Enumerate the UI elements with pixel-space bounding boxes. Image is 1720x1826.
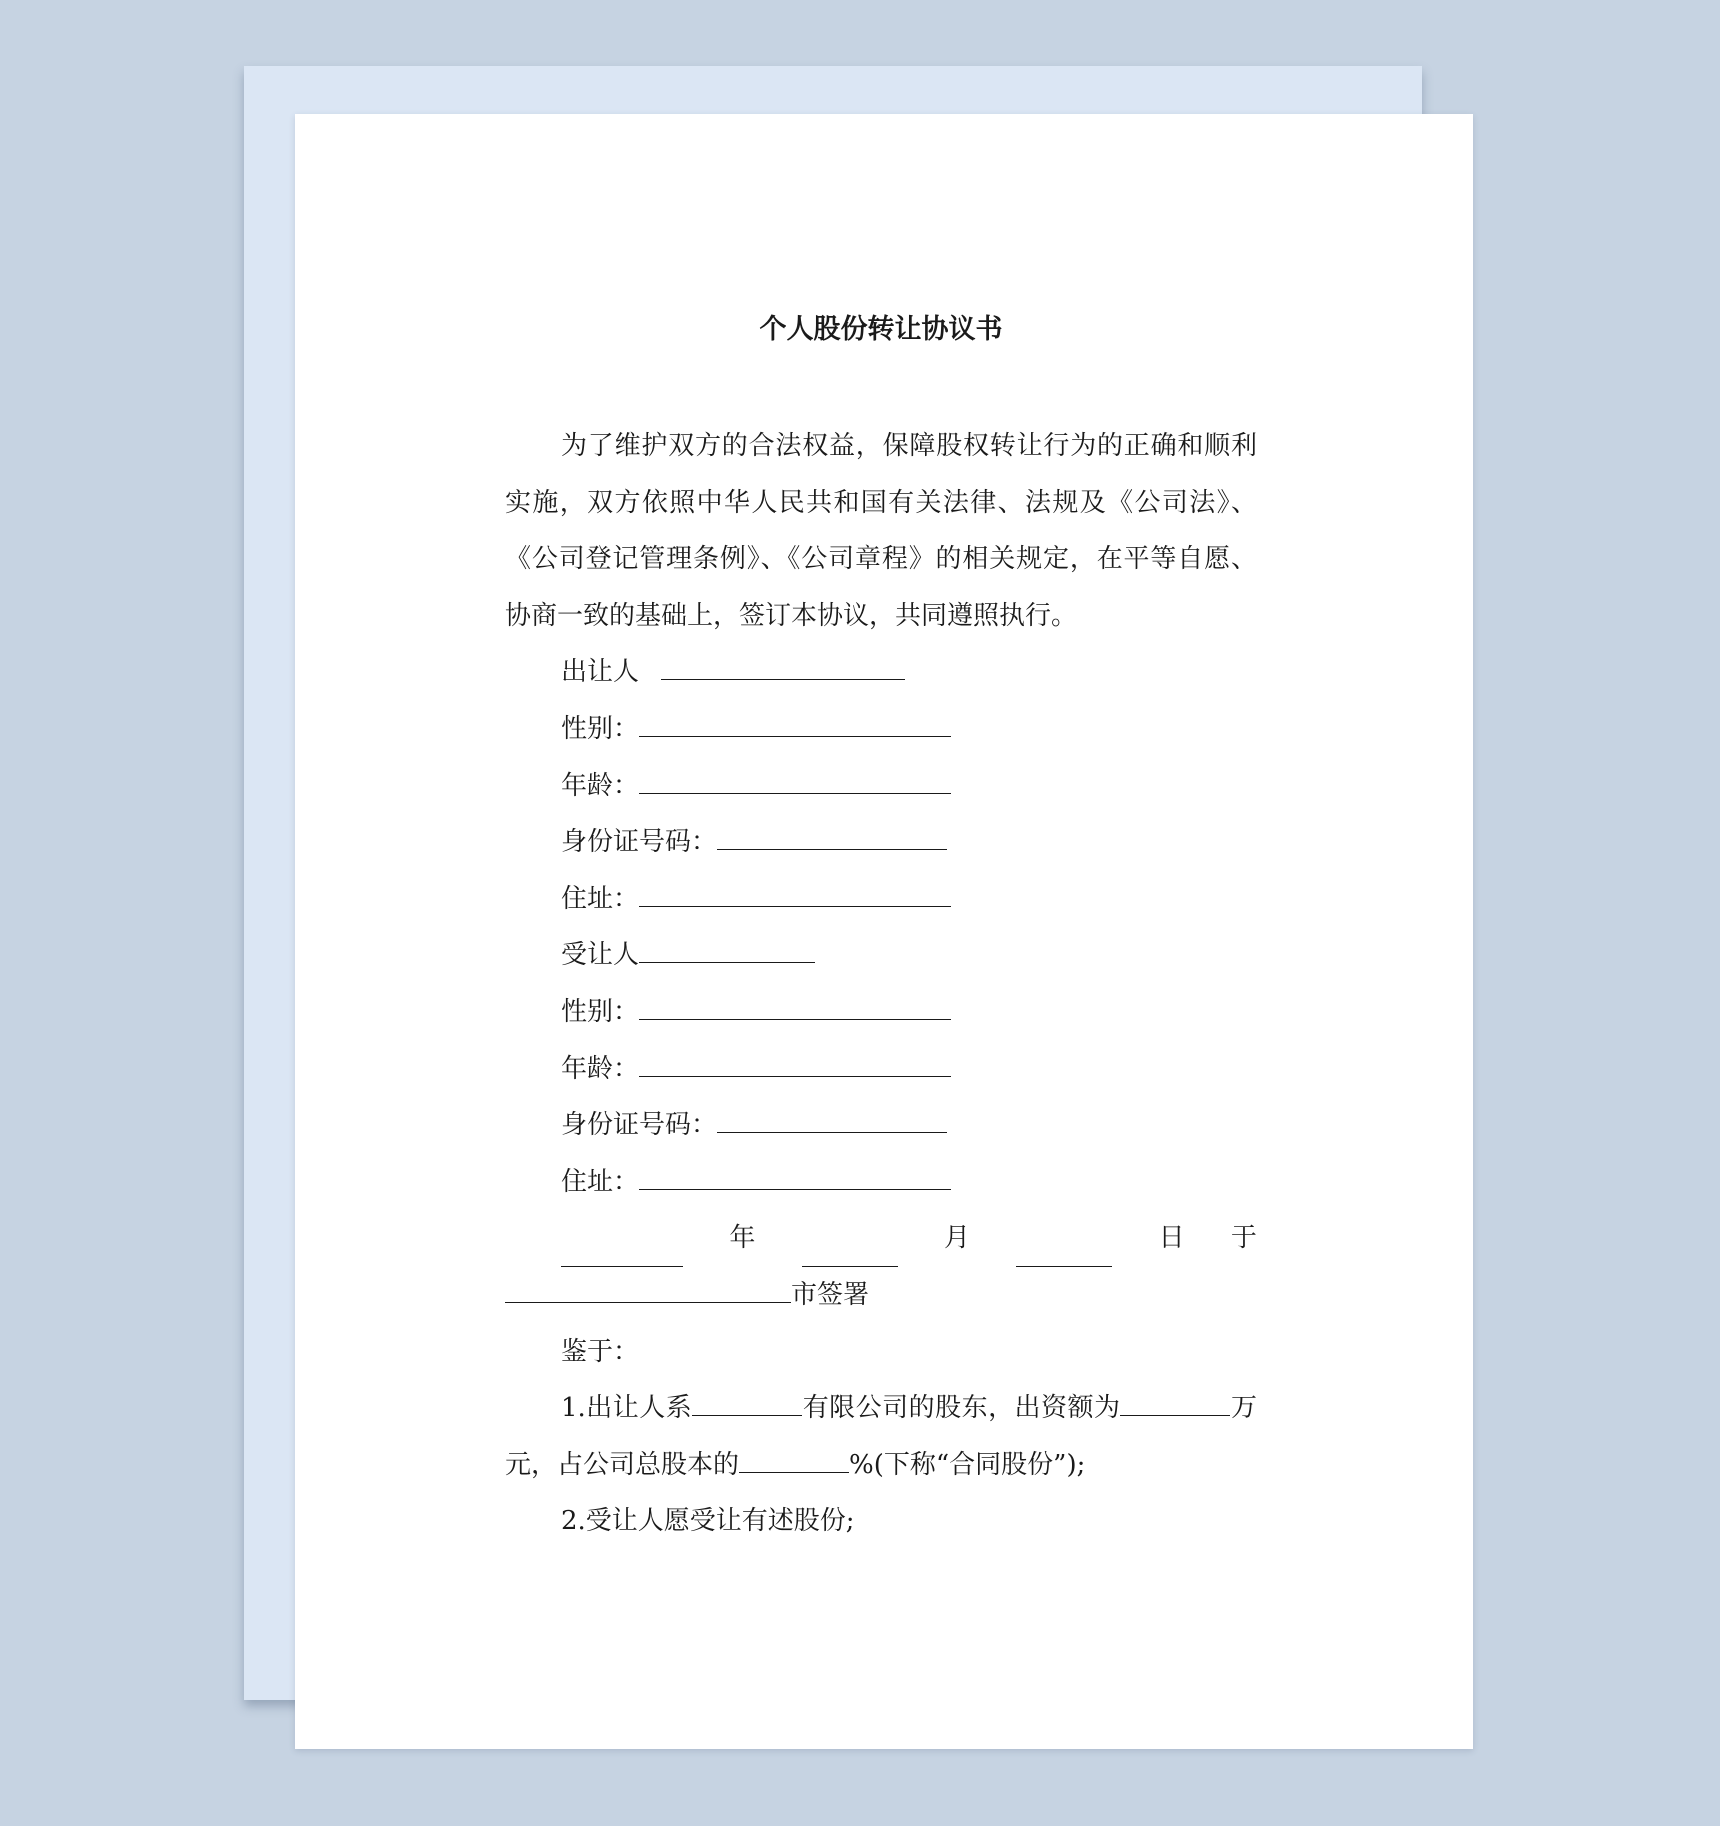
transferor-name-line bbox=[505, 644, 1257, 701]
clause-1-part3: 万 bbox=[1230, 1393, 1257, 1424]
transferee-address-line bbox=[505, 1154, 1257, 1211]
at-label: 于 bbox=[1230, 1223, 1257, 1254]
transferor-age-blank[interactable] bbox=[639, 763, 951, 794]
transferor-age-label: 年龄： bbox=[561, 770, 640, 801]
transferee-id-blank[interactable] bbox=[717, 1102, 947, 1133]
clause-1-part4: 元，占公司总股本的 bbox=[505, 1449, 740, 1480]
intro-paragraph: 为了维护双方的合法权益，保障股权转让行为的正确和顺利实施，双方依照中华人民共和国有关法律、法规及《公司法》、《公司登记管理条例》、《公司章程》的相关规定，在平等自愿、协商一致的基础上，签订本协议，共同遵照执行。 bbox=[505, 431, 1257, 631]
transferee-gender-line bbox=[505, 984, 1257, 1041]
transferor-age-line bbox=[505, 758, 1257, 815]
transferee-name-line bbox=[505, 927, 1257, 984]
transferee-address-blank[interactable] bbox=[639, 1159, 951, 1190]
whereas-line: 鉴于： bbox=[561, 1336, 640, 1367]
day-blank[interactable] bbox=[1016, 1236, 1112, 1267]
transferee-address-label: 住址： bbox=[561, 1166, 640, 1197]
transferee-gender-label: 性别： bbox=[561, 996, 640, 1027]
transferee-name-blank[interactable] bbox=[639, 932, 815, 963]
year-label: 年 bbox=[729, 1223, 756, 1254]
clause-1-part5: %(下称“合同股份”); bbox=[849, 1449, 1086, 1480]
city-signed-label: 市签署 bbox=[791, 1279, 870, 1310]
day-label: 日 bbox=[1158, 1223, 1185, 1254]
clause-1 bbox=[505, 1380, 1257, 1493]
transferee-id-label: 身份证号码： bbox=[561, 1110, 718, 1141]
capital-amount-blank[interactable] bbox=[1120, 1385, 1230, 1416]
transferee-age-label: 年龄： bbox=[561, 1053, 640, 1084]
transferor-address-label: 住址： bbox=[561, 883, 640, 914]
city-blank[interactable] bbox=[505, 1272, 791, 1303]
transferee-age-line bbox=[505, 1041, 1257, 1098]
share-percent-blank[interactable] bbox=[739, 1442, 849, 1473]
signing-city-line bbox=[505, 1267, 1257, 1324]
transferor-gender-label: 性别： bbox=[561, 713, 640, 744]
clause-1-part2: 有限公司的股东，出资额为 bbox=[802, 1393, 1121, 1424]
transferee-gender-blank[interactable] bbox=[639, 989, 951, 1020]
document-page bbox=[295, 114, 1473, 1749]
month-blank[interactable] bbox=[802, 1236, 898, 1267]
transferor-label: 出让人 bbox=[561, 657, 640, 688]
transferee-id-line bbox=[505, 1097, 1257, 1154]
company-name-blank[interactable] bbox=[692, 1385, 802, 1416]
clause-1-part1: 1.出让人系 bbox=[561, 1393, 693, 1424]
transferor-gender-blank[interactable] bbox=[639, 706, 951, 737]
transferor-id-line bbox=[505, 814, 1257, 871]
clause-2: 2.受让人愿受让有述股份; bbox=[561, 1506, 855, 1537]
transferor-gender-line bbox=[505, 701, 1257, 758]
transferor-address-line bbox=[505, 871, 1257, 928]
transferee-label: 受让人 bbox=[561, 940, 640, 971]
transferor-name-blank[interactable] bbox=[661, 649, 905, 680]
month-label: 月 bbox=[943, 1223, 970, 1254]
transferee-age-blank[interactable] bbox=[639, 1046, 951, 1077]
document-body bbox=[505, 310, 1257, 1550]
transferor-id-blank[interactable] bbox=[717, 819, 947, 850]
transferor-id-label: 身份证号码： bbox=[561, 827, 718, 858]
transferor-address-blank[interactable] bbox=[639, 876, 951, 907]
document-title: 个人股份转让协议书 bbox=[759, 314, 1003, 345]
signing-date-line bbox=[505, 1210, 1257, 1267]
year-blank[interactable] bbox=[561, 1236, 683, 1267]
